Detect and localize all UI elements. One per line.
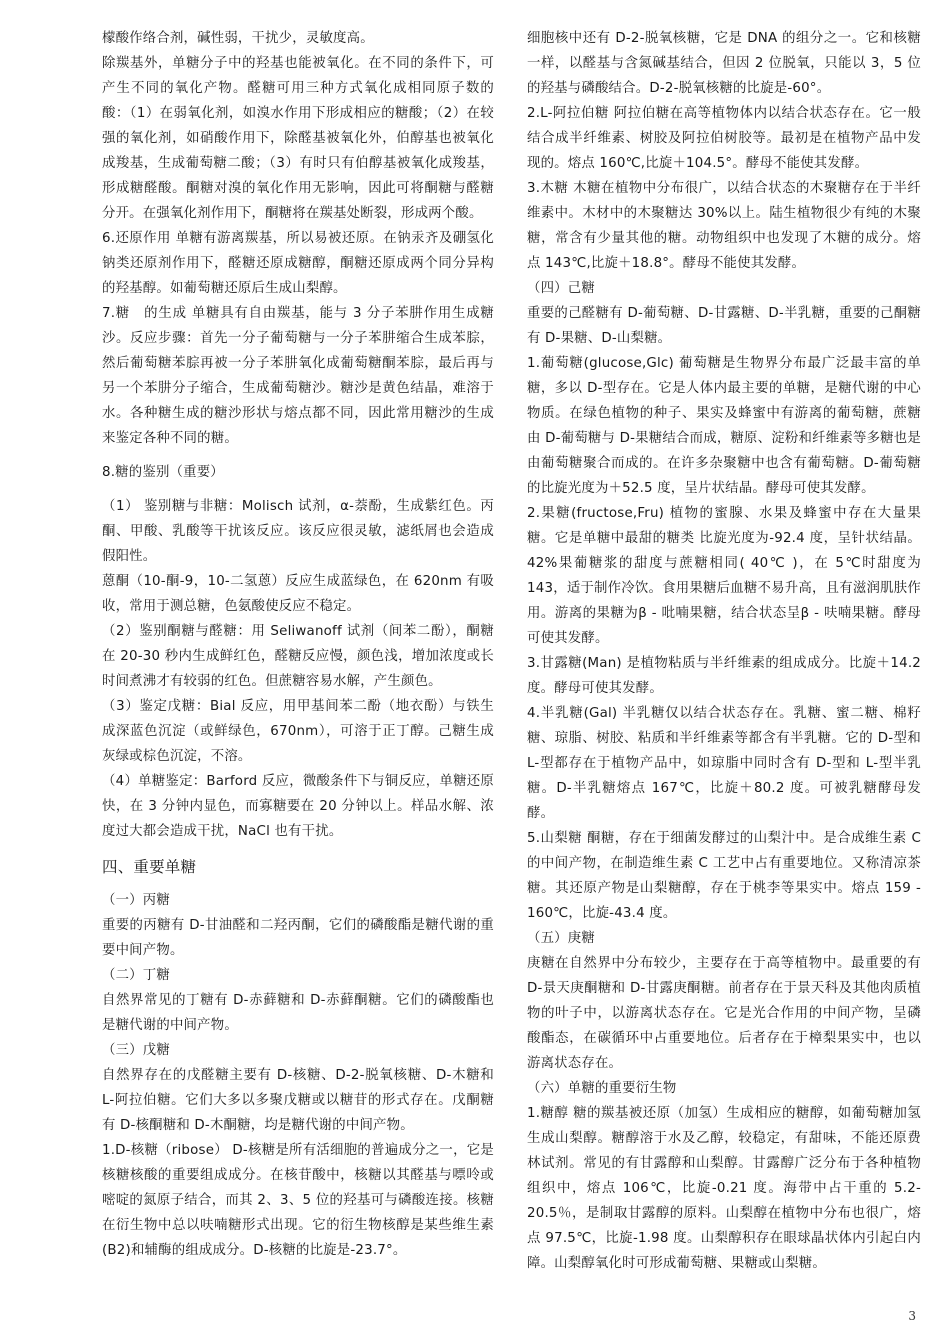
paragraph-sugar-alcohols: 1.糖醇 糖的羰基被还原（加氢）生成相应的糖醇，如葡萄糖加氢生成山梨醇。糖醇溶于水及乙醇，较稳定，有甜味，不能还原费林试剂。常见的有甘露醇和山梨醇。甘露醇广泛分布于各种植物组织中，熔点 106℃，比旋-0.21 度。海带中占干重的 5.2-20.5％，是制取甘露醇的原料。山梨醇在植物中分布也很广，熔点 97.5℃，比旋-1.98 度。山梨醇积存在眼球晶状体内引起白内障。山梨醇氧化时可形成葡萄糖、果糖或山梨糖。 [527, 1106, 921, 1271]
subheading-heptoses: （五）庚糖 [527, 931, 595, 946]
right-column [527, 26, 921, 1276]
paragraph-pentoses: 自然界存在的戊醛糖主要有 D-核糖、D-2-脱氧核糖、D-木糖和 L-阿拉伯糖。它们大多以多聚戊糖或以糖苷的形式存在。戊酮糖有 D-核酮糖和 D-木酮糖，均是糖代谢的中间产物。 [102, 1068, 494, 1133]
subheading-trioses: （一）丙糖 [102, 893, 170, 908]
section-heading-important-monosaccharides: 四、重要单糖 [102, 858, 197, 876]
paragraph-oxidation: 除羰基外，单糖分子中的羟基也能被氧化。在不同的条件下，可产生不同的氧化产物。醛糖可用三种方式氧化成相同原子数的酸：（1）在弱氧化剂，如溴水作用下形成相应的糖酸；（2）在较强的氧化剂，如硝酸作用下，除醛基被氧化外，伯醇基也被氧化成羧基，生成葡萄糖二酸；（3）有时只有伯醇基被氧化成羧基，形成糖醛酸。酮糖对溴的氧化作用无影响，因此可将酮糖与醛糖分开。在强氧化剂作用下，酮糖将在羰基处断裂，形成两个酸。 [102, 56, 494, 221]
heading-sugar-identification: 8.糖的鉴别（重要） [102, 465, 224, 480]
paragraph-seliwanoff-test: （2）鉴别酮糖与醛糖：用 Seliwanoff 试剂（间苯二酚），酮糖在 20-30 秒内生成鲜红色，醛糖反应慢，颜色浅，增加浓度或长时间煮沸才有较弱的红色。但蔗糖容易水解，产生颜色。 [102, 624, 494, 689]
paragraph-l-arabinose: 2.L-阿拉伯糖 阿拉伯糖在高等植物体内以结合状态存在。它一般结合成半纤维素、树胶及阿拉伯树胶等。最初是在植物产品中发现的。熔点 160℃,比旋＋104.5°。酵母不能使其发酵。 [527, 106, 921, 171]
subheading-hexoses: （四）己糖 [527, 281, 595, 296]
paragraph-tetroses: 自然界常见的丁糖有 D-赤藓糖和 D-赤藓酮糖。它们的磷酸酯也是糖代谢的中间产物。 [102, 993, 494, 1033]
paragraph-glucose: 1.葡萄糖(glucose,Glc) 葡萄糖是生物界分布最广泛最丰富的单糖，多以 D-型存在。它是人体内最主要的单糖，是糖代谢的中心物质。在绿色植物的种子、果实及蜂蜜中有游离的葡萄糖，蔗糖由 D-葡萄糖与 D-果糖结合而成，糖原、淀粉和纤维素等多糖也是由葡萄糖聚合而成的。在许多杂聚糖中也含有葡萄糖。D-葡萄糖的比旋光度为＋52.5 度，呈片状结晶。酵母可使其发酵。 [527, 356, 921, 496]
paragraph-d-ribose: 1.D-核糖（ribose） D-核糖是所有活细胞的普遍成分之一，它是核糖核酸的重要组成成分。在核苷酸中，核糖以其醛基与嘌呤或嘧啶的氮原子结合，而其 2、3、5 位的羟基可与磷酸连接。核糖在衍生物中总以呋喃糖形式出现。它的衍生物核醇是某些维生素(B2)和辅酶的组成成分。D-核糖的比旋是-23.7°。 [102, 1143, 494, 1258]
paragraph-hexoses-intro: 重要的己醛糖有 D-葡萄糖、D-甘露糖、D-半乳糖，重要的己酮糖有 D-果糖、D-山梨糖。 [527, 306, 921, 346]
subheading-monosaccharide-derivatives: （六）单糖的重要衍生物 [527, 1081, 677, 1096]
paragraph-mannose: 3.甘露糖(Man) 是植物粘质与半纤维素的组成成分。比旋＋14.2度。酵母可使其发酵。 [527, 656, 921, 696]
paragraph-osazone: 7.糖 的生成 单糖具有自由羰基，能与 3 分子苯肼作用生成糖沙。反应步骤：首先一分子葡萄糖与一分子苯肼缩合生成苯腙，然后葡萄糖苯腙再被一分子苯肼氧化成葡萄糖酮苯腙，最后再与另一个苯肼分子缩合，生成葡萄糖沙。糖沙是黄色结晶，难溶于水。各种糖生成的糖沙形状与熔点都不同，因此常用糖沙的生成来鉴定各种不同的糖。 [102, 306, 494, 446]
paragraph-heptoses: 庚糖在自然界中分布较少，主要存在于高等植物中。最重要的有 D-景天庚酮糖和 D-甘露庚酮糖。前者存在于景天科及其他肉质植物的叶子中，以游离状态存在。它是光合作用的中间产物，呈磷酸酯态，在碳循环中占重要地位。后者存在于樟梨果实中，也以游离状态存在。 [527, 956, 921, 1071]
paragraph-trioses: 重要的丙糖有 D-甘油醛和二羟丙酮，它们的磷酸酯是糖代谢的重要中间产物。 [102, 918, 494, 958]
paragraph-reduction: 6.还原作用 单糖有游离羰基，所以易被还原。在钠汞齐及硼氢化钠类还原剂作用下，醛糖还原成糖醇，酮糖还原成两个同分异构的羟基醇。如葡萄糖还原后生成山梨醇。 [102, 231, 494, 296]
paragraph-sorbose: 5.山梨糖 酮糖，存在于细菌发酵过的山梨汁中。是合成维生素 C 的中间产物，在制造维生素 C 工艺中占有重要地位。又称清凉茶糖。其还原产物是山梨糖醇，存在于桃李等果实中。熔点 159 - 160℃，比旋-43.4 度。 [527, 831, 921, 921]
paragraph-anthrone-test: 蒽酮（10-酮-9，10-二氢蒽）反应生成蓝绿色，在 620nm 有吸收，常用于测总糖，色氨酸使反应不稳定。 [102, 574, 494, 614]
subheading-tetroses: （二）丁糖 [102, 968, 170, 983]
paragraph-bial-test: （3）鉴定戊糖：Bial 反应，用甲基间苯二酚（地衣酚）与铁生成深蓝色沉淀（或鲜绿色，670nm），可溶于正丁醇。己糖生成灰绿或棕色沉淀，不溶。 [102, 699, 494, 764]
paragraph-fructose: 2.果糖(fructose,Fru) 植物的蜜腺、水果及蜂蜜中存在大量果糖。它是单糖中最甜的糖类 比旋光度为-92.4 度，呈针状结晶。42%果葡糖浆的甜度与蔗糖相同( 40℃ )，在 5℃时甜度为 143，适于制作冷饮。食用果糖后血糖不易升高，且有滋润肌肤作用。游离的果糖为β - 吡喃果糖，结合状态呈β - 呋喃果糖。酵母可使其发酵。 [527, 506, 921, 646]
paragraph-complexing-agent: 檬酸作络合剂，碱性弱，干扰少，灵敏度高。 [102, 31, 374, 46]
paragraph-xylose: 3.木糖 木糖在植物中分布很广，以结合状态的木聚糖存在于半纤维素中。木材中的木聚糖达 30%以上。陆生植物很少有纯的木聚糖，常含有少量其他的糖。动物组织中也发现了木糖的成分。熔点 143℃,比旋＋18.8°。酵母不能使其发酵。 [527, 181, 921, 271]
paragraph-barford-test: （4）单糖鉴定：Barford 反应，微酸条件下与铜反应，单糖还原快，在 3 分钟内显色，而寡糖要在 20 分钟以上。样品水解、浓度过大都会造成干扰，NaCl 也有干扰。 [102, 774, 494, 839]
subheading-pentoses: （三）戊糖 [102, 1043, 170, 1058]
paragraph-galactose: 4.半乳糖(Gal) 半乳糖仅以结合状态存在。乳糖、蜜二糖、棉籽糖、琼脂、树胶、粘质和半纤维素等都含有半乳糖。它的 D-型和 L-型都存在于植物产品中，如琼脂中同时含有 D-型和 L-型半乳糖。D-半乳糖熔点 167℃，比旋＋80.2 度。可被乳糖酵母发酵。 [527, 706, 921, 821]
left-column [102, 26, 494, 1263]
paragraph-deoxyribose: 细胞核中还有 D-2-脱氧核糖，它是 DNA 的组分之一。它和核糖一样，以醛基与含氮碱基结合，但因 2 位脱氧，只能以 3，5 位的羟基与磷酸结合。D-2-脱氧核糖的比旋是-60°。 [527, 31, 921, 96]
page-number: 3 [908, 1309, 916, 1323]
paragraph-molisch-test: （1） 鉴别糖与非糖：Molisch 试剂，α-萘酚，生成紫红色。丙酮、甲酸、乳酸等干扰该反应。该反应很灵敏，滤纸屑也会造成假阳性。 [102, 499, 494, 564]
